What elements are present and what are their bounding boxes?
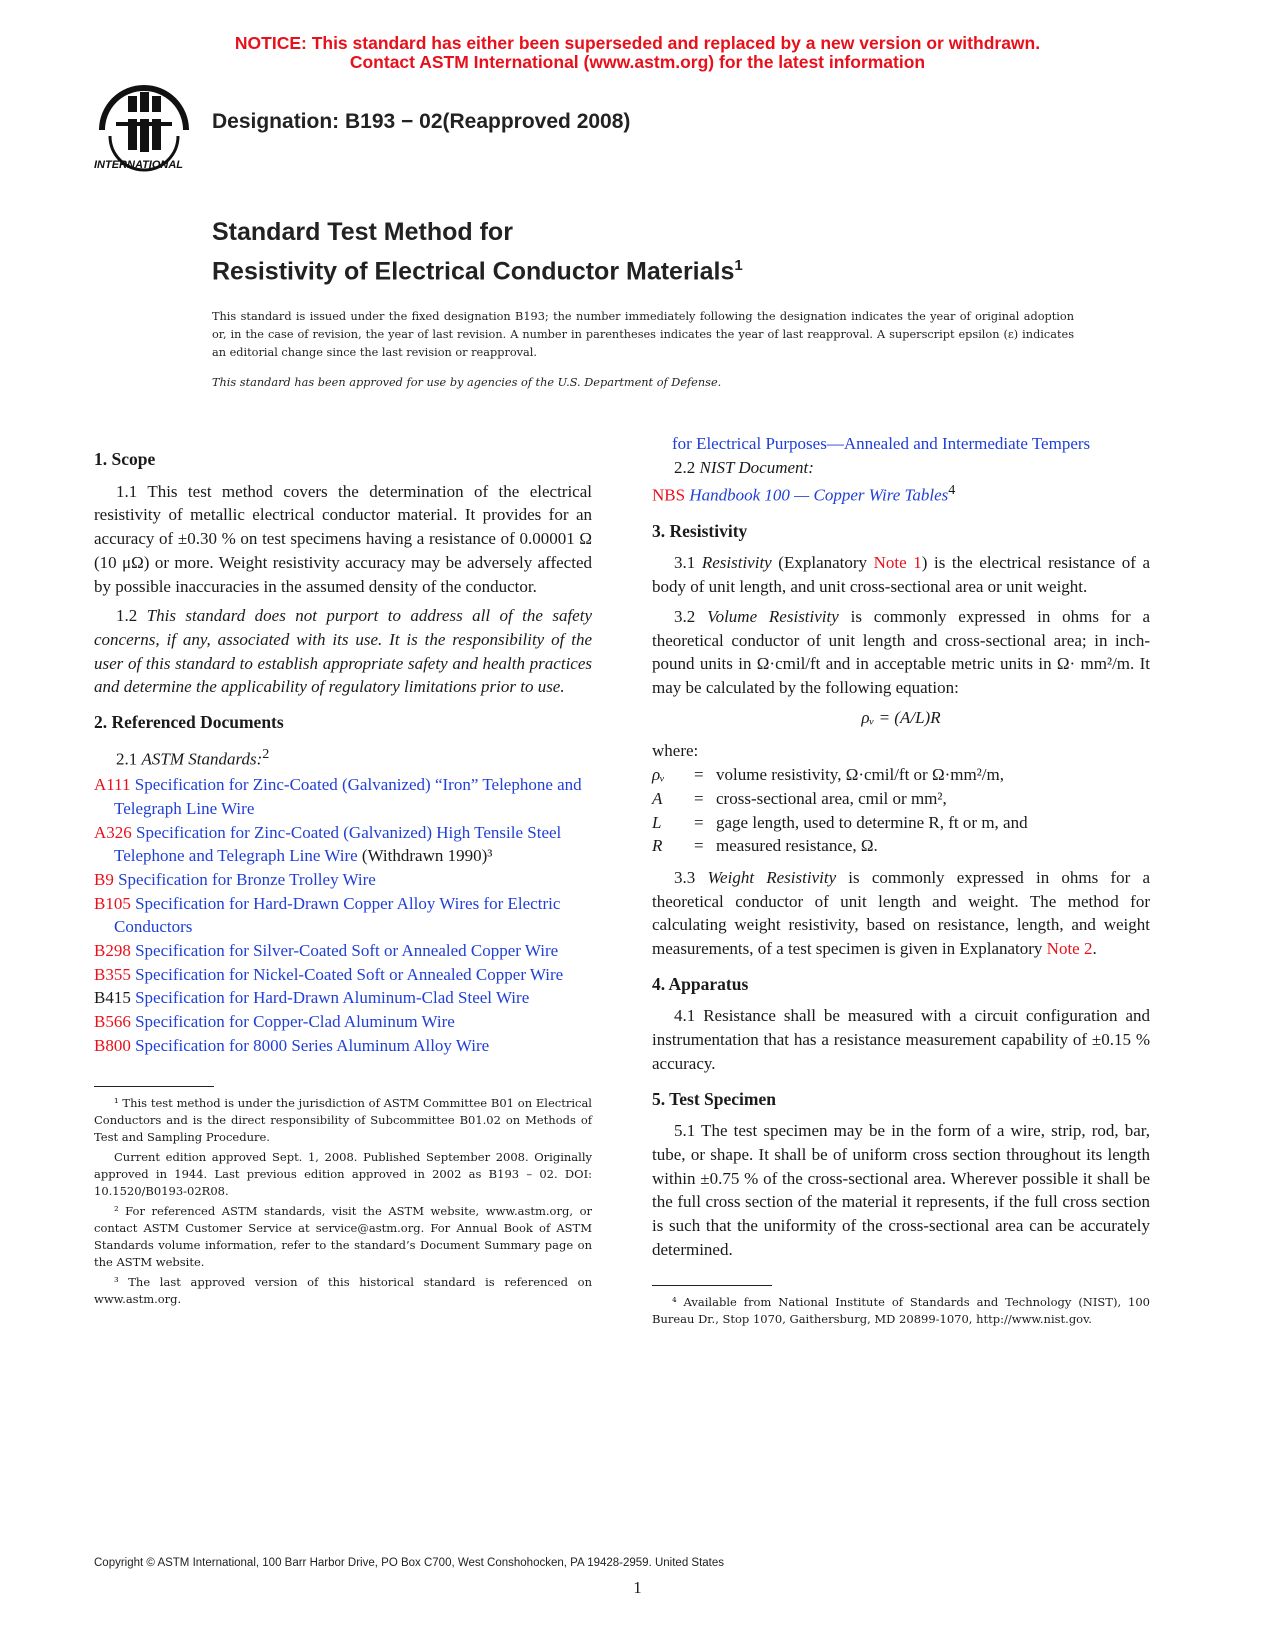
note-2-link[interactable]: Note 2 — [1046, 939, 1093, 959]
astm-standards-subheading — [94, 743, 592, 771]
page-title — [212, 216, 743, 288]
ref-link[interactable]: Specification for Zinc-Coated (Galvanized) High Tensile Steel Telephone and Telegraph Line Wire — [114, 822, 562, 866]
refs-heading: 2. Referenced Documents — [94, 712, 284, 733]
ref-link[interactable]: Specification for Zinc-Coated (Galvanized) “Iron” Telephone and Telegraph Line Wire — [114, 775, 582, 818]
def-text: volume resistivity, Ω·cmil/ft or Ω·mm²/m, — [716, 765, 1005, 785]
def-text: gage length, used to determine R, ft or m, and — [716, 812, 1028, 832]
notice-banner — [0, 34, 1275, 72]
resistivity-para-3-3 — [652, 866, 1150, 961]
ref-code: B415 — [94, 988, 131, 1008]
ref-link[interactable]: Specification for Hard-Drawn Copper Alloy Wires for Electric Conductors — [114, 893, 561, 937]
p32-term: Volume Resistivity — [707, 606, 839, 626]
scope-para-1-2 — [94, 604, 592, 699]
designation: Designation: B193 − 02(Reapproved 2008) — [212, 110, 631, 133]
intro-paragraph: This standard is issued under the fixed designation B193; the number immediately following the designation indicates the year of original adoption or, in the case of revision, the year of last revision. A number in parentheses indicates the year of last reapproval. A superscript epsilon (ε) indicates an editorial change since the last revision or reapproval. — [212, 310, 1074, 359]
definition-row — [652, 787, 1150, 811]
ref-item-nbs[interactable] — [652, 479, 1150, 507]
ref-code[interactable]: B9 — [94, 869, 114, 889]
ref-item-b800[interactable] — [94, 1034, 592, 1058]
p33-end: . — [1092, 939, 1097, 959]
footnote-edition: Current edition approved Sept. 1, 2008. Published September 2008. Originally approved in 1944. Last previous edition approved in 2002 as B193 – 02. DOI: 10.1520/B0193-02R08. — [94, 1149, 592, 1198]
b800-continuation-link[interactable]: for Electrical Purposes—Annealed and Intermediate Tempers — [672, 434, 1091, 453]
astm-standards-footnote-ref: 2 — [262, 745, 270, 762]
title-line-1: Standard Test Method for — [212, 218, 513, 246]
def-equals: = — [694, 836, 704, 856]
ref-link[interactable]: Specification for Copper-Clad Aluminum Wire — [135, 1012, 455, 1032]
p31-text-b: ) is the electrical resistance of a body of unit length, and unit cross-sectional area or unit weight. — [652, 553, 1151, 597]
ref-code[interactable]: A326 — [94, 822, 132, 842]
ref-item-b415[interactable] — [94, 986, 592, 1010]
def-equals: = — [694, 788, 704, 808]
def-symbol: A — [652, 788, 663, 808]
nist-subheading — [652, 456, 1150, 480]
nist-label: NIST Document: — [699, 457, 814, 477]
ref-link[interactable]: Specification for 8000 Series Aluminum Alloy Wire — [135, 1035, 490, 1055]
title-footnote-ref: 1 — [734, 257, 743, 274]
ref-item-a326[interactable] — [94, 821, 592, 868]
notice-line-2: Contact ASTM International (www.astm.org) for the latest information — [349, 52, 926, 72]
p31-text-a: (Explanatory — [771, 553, 874, 573]
ref-code[interactable]: B298 — [94, 941, 131, 961]
notice-line-1: NOTICE: This standard has either been superseded and replaced by a new version or withdrawn. — [234, 33, 1041, 53]
ref-code[interactable]: B800 — [94, 1035, 131, 1055]
definition-row — [652, 811, 1150, 835]
ref-link[interactable]: Handbook 100 — Copper Wire Tables — [689, 486, 949, 506]
nbs-footnote-ref: 4 — [948, 482, 956, 499]
ref-item-b9[interactable] — [94, 868, 592, 892]
ref-extra: (Withdrawn 1990)³ — [357, 846, 493, 866]
ref-link[interactable]: Specification for Hard-Drawn Aluminum-Clad Steel Wire — [135, 988, 530, 1008]
def-equals: = — [694, 812, 704, 832]
specimen-para-5-1: 5.1 The test specimen may be in the form of a wire, strip, rod, bar, tube, or shape. It shall be of uniform cross section throughout its length within ±0.75 % of the cross-sectional area. Wherever possible it shall be the full cross section of the material it represents, if the full cross section is such that the uniformity of the cross-sectional area can be accurately determined. — [652, 1121, 1150, 1259]
ref-link[interactable]: Specification for Bronze Trolley Wire — [118, 869, 376, 889]
equation: ρᵥ = (A/L)R — [861, 707, 941, 727]
astm-standards-label: ASTM Standards: — [141, 749, 263, 769]
scope-para-1-2-num: 1.2 — [116, 606, 147, 626]
definition-row — [652, 763, 1150, 787]
ref-item-a111[interactable] — [94, 773, 592, 820]
left-column — [94, 436, 592, 1311]
p33-term: Weight Resistivity — [707, 867, 837, 887]
ref-item-b298[interactable] — [94, 939, 592, 963]
ref-code[interactable]: B105 — [94, 893, 131, 913]
p31-term: Resistivity — [701, 553, 772, 573]
ref-link[interactable]: Specification for Nickel-Coated Soft or Annealed Copper Wire — [135, 964, 564, 984]
def-symbol: L — [652, 812, 662, 832]
resistivity-heading: 3. Resistivity — [652, 520, 748, 541]
ref-code[interactable]: B566 — [94, 1012, 131, 1032]
title-line-2-text: Resistivity of Electrical Conductor Materials — [212, 257, 735, 286]
footnote-2: ² For referenced ASTM standards, visit the ASTM website, www.astm.org, or contact ASTM Customer Service at service@astm.org. For Annual Book of ASTM Standards volume information, refer to the standard’s Document Summary page on the ASTM website. — [94, 1203, 592, 1269]
nist-num: 2.2 — [674, 457, 700, 477]
resistivity-para-3-2 — [652, 605, 1150, 700]
note-1-link[interactable]: Note 1 — [873, 553, 922, 573]
footnote-1: ¹ This test method is under the jurisdiction of ASTM Committee B01 on Electrical Conductors and is the direct responsibility of Subcommittee B01.02 on Methods of Test and Sampling Procedure. — [94, 1095, 592, 1144]
apparatus-heading: 4. Apparatus — [652, 973, 749, 994]
right-column — [652, 432, 1150, 1331]
def-equals: = — [694, 765, 704, 785]
page-number: 1 — [633, 1578, 642, 1597]
p33-num: 3.3 — [674, 867, 708, 887]
footnote-divider-right — [652, 1285, 772, 1286]
logo-text: INTERNATIONAL — [94, 159, 184, 171]
where-label: where: — [652, 741, 699, 761]
p33-text: is commonly expressed in ohms for a theoretical conductor of unit length and weight. The method for calculating weight resistivity, based on resistance, length, and weight measurements, of a test specimen is given in Explanatory — [652, 867, 1150, 959]
footnote-3: ³ The last approved version of this historical standard is referenced on www.astm.org. — [94, 1274, 592, 1306]
ref-item-b355[interactable] — [94, 963, 592, 987]
copyright-footer: Copyright © ASTM International, 100 Barr Harbor Drive, PO Box C700, West Conshohocken, PA 19428-2959. United States — [94, 1557, 725, 1569]
astm-logo — [92, 82, 196, 178]
definitions-list — [652, 763, 1150, 858]
ref-code[interactable]: A111 — [94, 775, 131, 795]
scope-para-1-1: 1.1 This test method covers the determination of the electrical resistivity of metallic electrical conductor material. It provides for an accuracy of ±0.30 % on test specimens having a resistance of 0.00001 Ω (10 μΩ) or more. Weight resistivity accuracy may be adversely affected by possible inaccuracies in the assumed density of the conductor. — [94, 481, 592, 596]
def-symbol: ρᵥ — [652, 765, 665, 785]
def-symbol: R — [652, 836, 663, 856]
scope-para-1-2-text: This standard does not purport to address all of the safety concerns, if any, associated with its use. It is the responsibility of the user of this standard to establish appropriate safety and health practices and determine the applicability of regulatory limitations prior to use. — [94, 606, 592, 697]
p32-num: 3.2 — [674, 606, 708, 626]
ref-item-b105[interactable] — [94, 892, 592, 939]
scope-heading: 1. Scope — [94, 449, 156, 469]
footnote-4: ⁴ Available from National Institute of Standards and Technology (NIST), 100 Bureau Dr., Stop 1070, Gaithersburg, MD 20899-1070, http://www.nist.gov. — [652, 1295, 1150, 1327]
p32-text: is commonly expressed in ohms for a theoretical conductor of unit length and cross-sectional area; in inch-pound units in Ω·cmil/ft and in acceptable metric units in Ω· mm²/m. It may be calculated by the following equation: — [652, 606, 1150, 697]
apparatus-para-4-1: 4.1 Resistance shall be measured with a circuit configuration and instrumentation that has a resistance measurement capability of ±0.15 % accuracy. — [652, 1006, 1150, 1073]
ref-item-b566[interactable] — [94, 1010, 592, 1034]
astm-standards-num: 2.1 — [116, 749, 142, 769]
dod-approval-note: This standard has been approved for use by agencies of the U.S. Department of Defense. — [212, 376, 722, 389]
ref-link[interactable]: Specification for Silver-Coated Soft or Annealed Copper Wire — [135, 941, 559, 961]
b800-continuation[interactable] — [652, 432, 1150, 456]
def-text: cross-sectional area, cmil or mm², — [716, 788, 947, 808]
astm-logo-icon — [92, 82, 196, 178]
definition-row — [652, 834, 1150, 858]
resistivity-para-3-1 — [652, 551, 1150, 598]
footnote-divider — [94, 1086, 214, 1087]
ref-code[interactable]: B355 — [94, 964, 131, 984]
p31-num: 3.1 — [674, 553, 702, 573]
title-line-2 — [212, 249, 743, 288]
ref-code[interactable]: NBS — [652, 486, 686, 506]
specimen-heading: 5. Test Specimen — [652, 1088, 776, 1109]
def-text: measured resistance, Ω. — [716, 836, 878, 856]
